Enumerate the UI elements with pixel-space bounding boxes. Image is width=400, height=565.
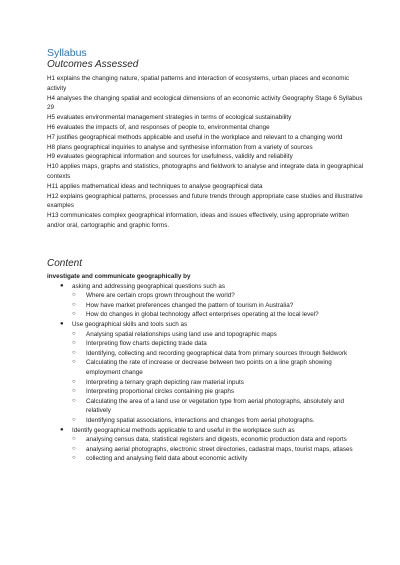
content-subitem <box>72 454 365 464</box>
content-group-label: Use geographical skills and tools such as <box>72 320 188 328</box>
outcome-item: H5 evaluates environmental management strategies in terms of ecological sustainability <box>47 114 292 122</box>
circle-bullet-icon: ○ <box>72 311 76 318</box>
content-subitem-text: Interpreting proportional circles containing pie graphs <box>86 388 235 396</box>
content-subitem <box>72 291 365 301</box>
circle-bullet-icon: ○ <box>72 388 76 395</box>
bullet-icon: ● <box>60 426 64 433</box>
circle-bullet-icon: ○ <box>72 359 76 366</box>
content-subitem-text: How have market preferences changed the pattern of tourism in Australia? <box>86 301 294 309</box>
circle-bullet-icon: ○ <box>72 436 76 443</box>
outcome-item: H11 applies mathematical ideas and techniques to analyse geographical data <box>47 182 263 190</box>
circle-bullet-icon: ○ <box>72 340 76 347</box>
outcomes-list <box>47 74 365 231</box>
content-subitem-text: collecting and analysing field data about economic activity <box>86 455 248 463</box>
content-heading: Content <box>47 258 83 269</box>
content-subitem-text: Identifying spatial associations, interactions and changes from aerial photographs. <box>86 416 315 424</box>
outcome-item: H4 analyses the changing spatial and ecological dimensions of an economic activity Geography Stage 6 Syllabus 29 <box>47 94 363 112</box>
content-subitem <box>72 301 365 311</box>
circle-bullet-icon: ○ <box>72 378 76 385</box>
content-sublist <box>72 435 365 464</box>
content-section <box>47 272 365 464</box>
content-sublist <box>72 291 365 320</box>
content-subitem <box>72 445 365 455</box>
content-subitem <box>72 358 365 377</box>
content-subitem <box>72 339 365 349</box>
circle-bullet-icon: ○ <box>72 349 76 356</box>
content-intro: investigate and communicate geographically by <box>47 273 191 280</box>
content-group <box>47 320 365 426</box>
outcome-item: H1 explains the changing nature, spatial patterns and interaction of ecosystems, urban places and economic activity <box>47 75 350 92</box>
outcomes-heading: Outcomes Assessed <box>47 59 139 70</box>
outcome-item: H7 justifies geographical methods applicable and useful in the workplace and relevant to a changing world <box>47 133 343 141</box>
circle-bullet-icon: ○ <box>72 397 76 404</box>
content-subitem-text: Interpreting a ternary graph depicting raw material inputs <box>86 378 244 386</box>
content-subitem-text: Interpreting flow charts depicting trade data <box>86 340 207 348</box>
content-subitem-text: Calculating the rate of increase or decrease between two points on a line graph showing employment change <box>86 359 332 376</box>
content-subitem <box>72 435 365 445</box>
outcome-item: H9 evaluates geographical information and sources for usefulness, validity and reliability <box>47 153 293 161</box>
content-group-label: Identify geographical methods applicable to and useful in the workplace such as <box>72 426 295 434</box>
content-subitem-text: analysing census data, statistical registers and digests, economic production data and reports <box>86 436 347 444</box>
outcome-item: H8 plans geographical inquiries to analyse and synthesise information from a variety of sources <box>47 143 313 151</box>
content-subitem-text: Analysing spatial relationships using land use and topographic maps <box>86 330 277 338</box>
outcome-item: H6 evaluates the impacts of, and responses of people to, environmental change <box>47 123 270 131</box>
content-subitem-text: analysing aerial photographs, electronic street directories, cadastral maps, tourist maps, atlases <box>86 445 353 453</box>
bullet-icon: ● <box>60 282 64 289</box>
content-subitem-text: How do changes in global technology affect enterprises operating at the local level? <box>86 311 319 319</box>
page-title: Syllabus <box>47 47 87 59</box>
content-sublist <box>72 330 365 426</box>
circle-bullet-icon: ○ <box>72 455 76 462</box>
outcome-item: H10 applies maps, graphs and statistics, photographs and fieldwork to analyse and integrate data in geographical contexts <box>47 163 364 180</box>
content-group-label: asking and addressing geographical questions such as <box>72 282 225 290</box>
circle-bullet-icon: ○ <box>72 301 76 308</box>
circle-bullet-icon: ○ <box>72 292 76 299</box>
content-subitem <box>72 378 365 388</box>
circle-bullet-icon: ○ <box>72 445 76 452</box>
circle-bullet-icon: ○ <box>72 330 76 337</box>
content-subitem <box>72 310 365 320</box>
content-subitem-text: Where are certain crops grown throughout the world? <box>86 292 235 300</box>
content-subitem-text: Calculating the area of a land use or vegetation type from aerial photographs, absolutely and relatively <box>86 397 344 415</box>
bullet-icon: ● <box>60 320 64 327</box>
content-group <box>47 282 365 320</box>
content-list <box>47 282 365 464</box>
outcome-item: H13 communicates complex geographical information, ideas and issues effectively, using appropriate written and/or oral, cartographic and graphic forms. <box>47 212 349 229</box>
content-subitem <box>72 397 365 416</box>
content-subitem <box>72 387 365 397</box>
content-subitem <box>72 416 365 426</box>
content-group <box>47 426 365 464</box>
content-subitem <box>72 330 365 340</box>
outcome-item: H12 explains geographical patterns, processes and future trends through appropriate case studies and illustrative examples <box>47 192 363 210</box>
content-subitem-text: Identifying, collecting and recording geographical data from primary sources through fieldwork <box>86 349 348 357</box>
content-subitem <box>72 349 365 359</box>
circle-bullet-icon: ○ <box>72 416 76 423</box>
